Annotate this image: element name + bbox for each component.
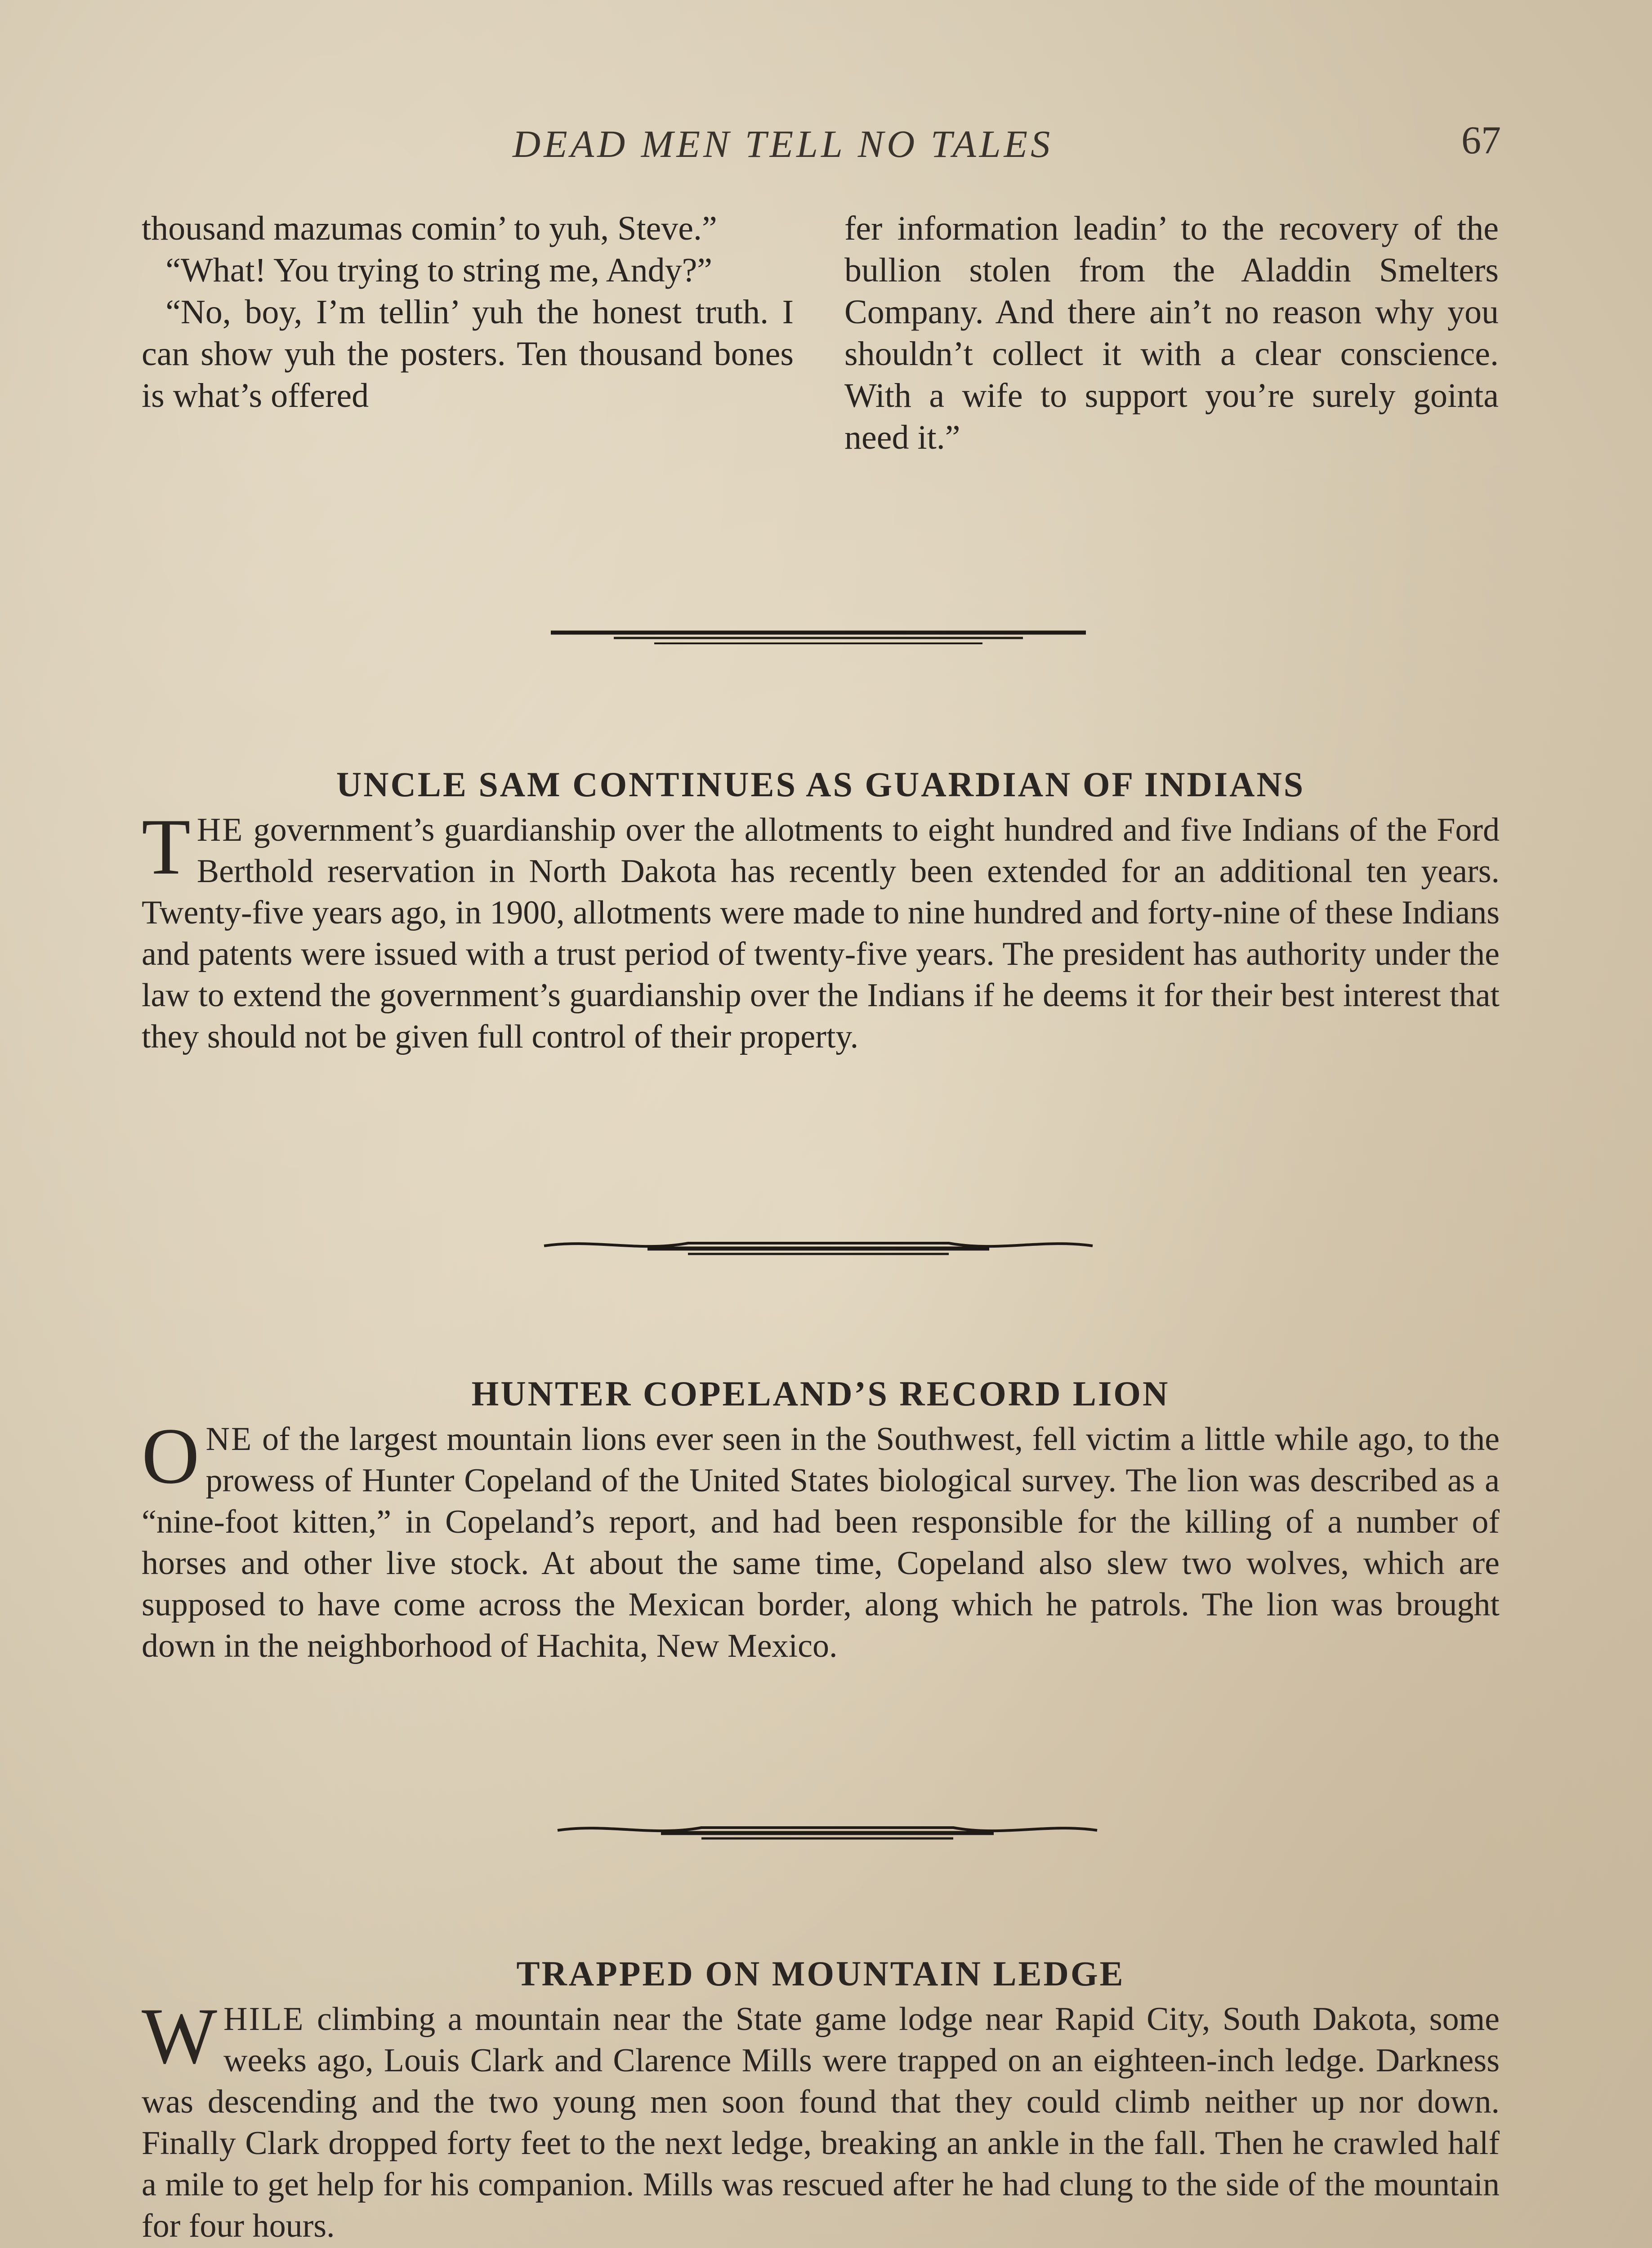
story-paragraph: “No, boy, I’m tellin’ yuh the honest truth. I can show yuh the posters. Ten thousand bones is what’s offered (142, 293, 794, 415)
story-paragraph: thousand mazumas comin’ to yuh, Steve.” (142, 210, 717, 247)
drop-cap-continuation: HE (196, 812, 244, 848)
drop-cap: O (142, 1411, 200, 1500)
drop-cap-continuation: HILE (223, 2001, 305, 2038)
article-text: climbing a mountain near the State game lodge near Rapid City, South Dakota, some weeks ago, Louis Clark and Clarence Mills were trapped on an eighteen-inch ledge. Darkness was descending and the two young men soon found that they could climb neither up nor down. Finally Clark dropped forty feet to the next ledge, breaking an ankle in the fall. Then he crawled half a mile to get help for his companion. Mills was rescued after he had clung to the side of the mountain for four hours. (142, 2001, 1500, 2244)
article-text: government’s guardianship over the allotments to eight hundred and five Indians of the Ford Berthold reservation in North Dakota has recently been extended for an additional ten years. Twenty-five years ago, in 1900, allotments were made to nine hundred and forty-nine of these Indians and patents were issued with a trust period of twenty-five years. The president has authority under the law to extend the government’s guardianship over the Indians if he deems it for their best interest that they should not be given full control of their property. (142, 812, 1500, 1055)
section-divider (540, 1230, 1097, 1261)
article-lion (142, 1374, 1500, 1667)
story-paragraph: “What! You trying to string me, Andy?” (165, 251, 713, 289)
article-body (142, 802, 1500, 1057)
drop-cap: W (142, 1991, 218, 2080)
story-right-column (844, 208, 1499, 459)
article-body (142, 1411, 1500, 1667)
story-left-column (142, 208, 794, 417)
article-title: HUNTER COPELAND’S RECORD LION (471, 1374, 1170, 1413)
article-indians (142, 764, 1500, 1057)
section-divider (553, 1814, 1102, 1846)
running-title: DEAD MEN TELL NO TALES (513, 122, 1054, 165)
page-number: 67 (1461, 119, 1501, 162)
story-paragraph: fer information leadin’ to the recovery of the bullion stolen from the Aladdin Smelters Company. And there ain’t no reason why you shouldn’t collect it with a clear conscience. With a wife to support you’re surely gointa need it.” (844, 210, 1499, 456)
article-body (142, 1991, 1500, 2247)
article-ledge (142, 1954, 1500, 2247)
section-divider (546, 623, 1090, 650)
article-title: TRAPPED ON MOUNTAIN LEDGE (516, 1954, 1125, 1993)
article-text: of the largest mountain lions ever seen in the Southwest, fell victim a little while ago, to the prowess of Hunter Copeland of the United States biological survey. The lion was described as a “nine-foot kitten,” in Copeland’s report, and had been responsible for the killing of a number of horses and other live stock. At about the same time, Copeland also slew two wolves, which are supposed to have come across the Mexican border, along which he patrols. The lion was brought down in the neighborhood of Hachita, New Mexico. (142, 1421, 1500, 1664)
article-title: UNCLE SAM CONTINUES AS GUARDIAN OF INDIANS (336, 765, 1305, 804)
drop-cap: T (142, 802, 191, 891)
drop-cap-continuation: NE (205, 1421, 253, 1458)
